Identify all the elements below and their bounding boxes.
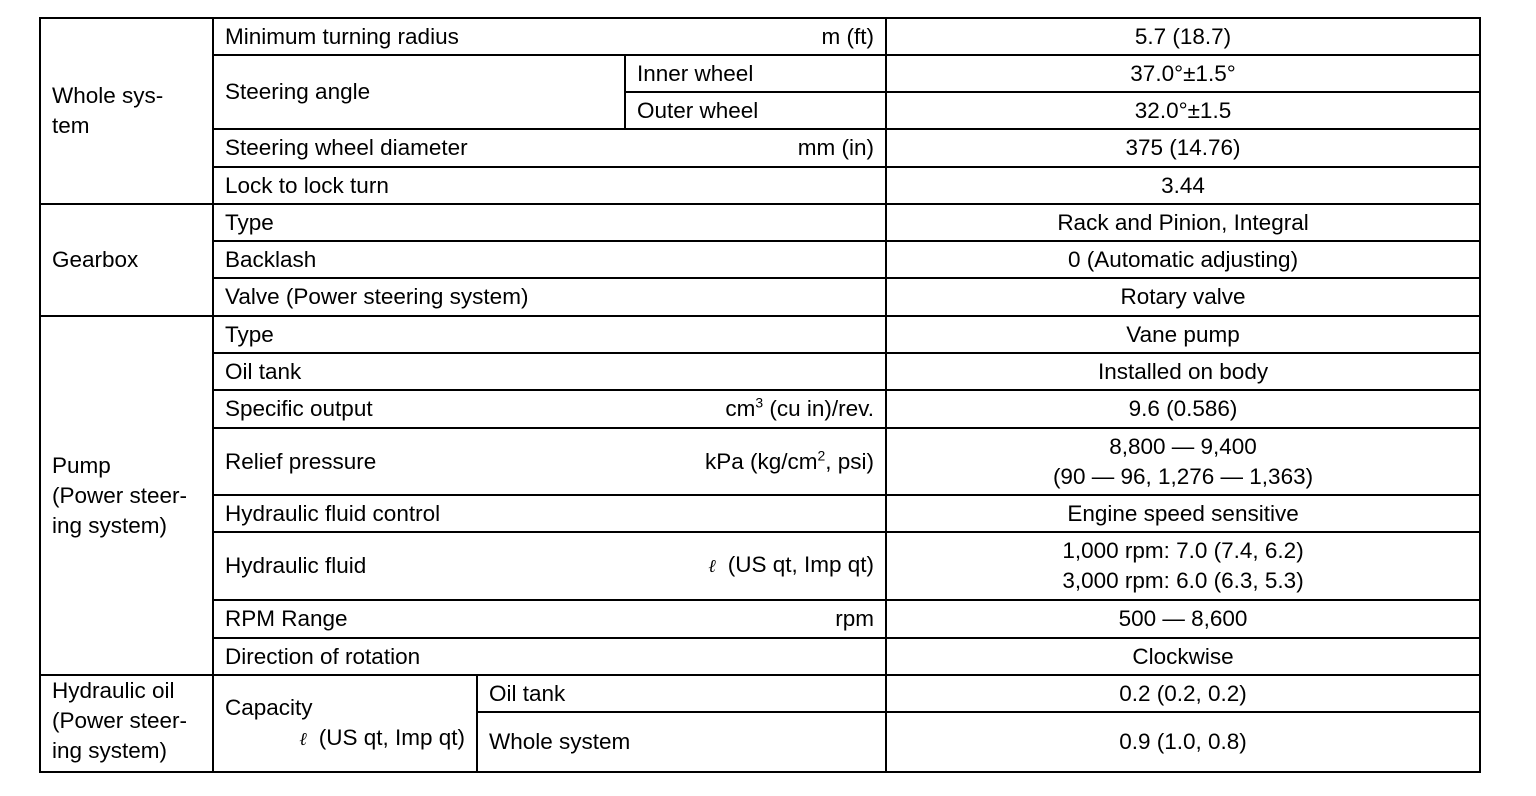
param-hydraulic-fluid: [213, 532, 886, 600]
table-row: [40, 353, 1480, 390]
param-oil-tank: Oil tank: [213, 353, 886, 390]
category-label-line: Pump: [52, 452, 111, 478]
param-unit: mm (in): [797, 135, 875, 160]
param-unit: rpm: [835, 606, 875, 631]
param-gearbox-type: Type: [213, 204, 886, 241]
param-direction-of-rotation: Direction of rotation: [213, 638, 886, 675]
param-unit: [705, 447, 874, 477]
param-inner-wheel: Inner wheel: [625, 55, 886, 92]
param-unit: [225, 723, 465, 755]
unit-text: (US qt, Imp qt): [727, 552, 875, 577]
value-line: 3,000 rpm: 6.0 (6.3, 5.3): [1062, 568, 1304, 593]
value-line: 8,800 — 9,400: [1109, 433, 1257, 459]
param-capacity-whole-system: Whole system: [477, 712, 886, 772]
table-row: [40, 638, 1480, 675]
category-gearbox: Gearbox: [40, 204, 213, 316]
param-valve: Valve (Power steering system): [213, 278, 886, 316]
table-row: [40, 532, 1480, 600]
table-row: [40, 278, 1480, 316]
category-label-line: (Power steer-: [52, 482, 188, 508]
table-row: [40, 390, 1480, 428]
param-unit: [725, 394, 874, 424]
category-pump: [40, 316, 213, 675]
unit-superscript: 2: [817, 447, 826, 463]
param-value: Vane pump: [886, 316, 1480, 353]
category-label-line: (Power steer-: [52, 708, 188, 733]
param-lock-to-lock: Lock to lock turn: [213, 167, 886, 204]
unit-superscript: 3: [755, 394, 764, 411]
table-row: [40, 55, 1480, 92]
unit-text: kPa (kg/cm: [704, 448, 818, 474]
param-label: Minimum turning radius: [225, 23, 459, 49]
steering-spec-table: [39, 17, 1481, 773]
param-specific-output: [213, 390, 886, 428]
param-rpm-range: [213, 600, 886, 638]
param-value: Rack and Pinion, Integral: [886, 204, 1480, 241]
table-row: [40, 18, 1480, 55]
param-value: Clockwise: [886, 638, 1480, 675]
param-value: 0.2 (0.2, 0.2): [886, 675, 1480, 712]
param-label: Hydraulic fluid: [225, 553, 367, 578]
param-value: 32.0°±1.5: [886, 92, 1480, 129]
param-unit: [708, 550, 874, 582]
param-hydraulic-fluid-control: Hydraulic fluid control: [213, 495, 886, 532]
param-value: 9.6 (0.586): [886, 390, 1480, 428]
param-value: 3.44: [886, 167, 1480, 204]
unit-text: (US qt, Imp qt): [318, 724, 465, 750]
table-row: [40, 241, 1480, 278]
param-value: 500 — 8,600: [886, 600, 1480, 638]
param-steering-wheel-diameter: [213, 129, 886, 167]
param-capacity-oil-tank: Oil tank: [477, 675, 886, 712]
param-value: [886, 532, 1480, 600]
param-value: 5.7 (18.7): [886, 18, 1480, 55]
value-line: 1,000 rpm: 7.0 (7.4, 6.2): [1062, 538, 1304, 563]
param-capacity: [213, 675, 477, 772]
param-label: Steering wheel diameter: [225, 135, 468, 160]
param-relief-pressure: [213, 428, 886, 495]
param-unit: m (ft): [821, 23, 875, 49]
table-row: [40, 204, 1480, 241]
param-outer-wheel: Outer wheel: [625, 92, 886, 129]
table-row: [40, 316, 1480, 353]
table-row: [40, 428, 1480, 495]
param-steering-angle: Steering angle: [213, 55, 625, 129]
category-label-line: ing system): [52, 738, 168, 763]
table-row: [40, 167, 1480, 204]
param-value: 0 (Automatic adjusting): [886, 241, 1480, 278]
param-label: Specific output: [225, 396, 373, 421]
param-pump-type: Type: [213, 316, 886, 353]
value-line: (90 — 96, 1,276 — 1,363): [1052, 463, 1314, 489]
param-value: 37.0°±1.5°: [886, 55, 1480, 92]
table-row: [40, 675, 1480, 712]
param-label: RPM Range: [225, 606, 348, 631]
param-label: Relief pressure: [225, 448, 377, 474]
param-value: 0.9 (1.0, 0.8): [886, 712, 1480, 772]
table-row: [40, 129, 1480, 167]
litre-symbol: ℓ: [708, 556, 716, 577]
unit-text: cm: [725, 396, 756, 421]
category-label-line: Whole sys-: [52, 83, 164, 108]
param-label: Capacity: [225, 694, 313, 720]
param-value: Rotary valve: [886, 278, 1480, 316]
table-row: [40, 495, 1480, 532]
category-whole-system: [40, 18, 213, 204]
param-backlash: Backlash: [213, 241, 886, 278]
category-label-line: ing system): [52, 512, 168, 538]
litre-symbol: ℓ: [299, 728, 307, 750]
category-label-line: tem: [52, 113, 90, 138]
category-label-line: Hydraulic oil: [52, 678, 175, 703]
param-value: [886, 428, 1480, 495]
param-value: Installed on body: [886, 353, 1480, 390]
param-min-turning-radius: [213, 18, 886, 55]
param-value: 375 (14.76): [886, 129, 1480, 167]
category-hydraulic-oil: [40, 675, 213, 772]
unit-text: , psi): [825, 448, 875, 474]
table-row: [40, 600, 1480, 638]
unit-text: (cu in)/rev.: [763, 396, 875, 421]
param-value: Engine speed sensitive: [886, 495, 1480, 532]
